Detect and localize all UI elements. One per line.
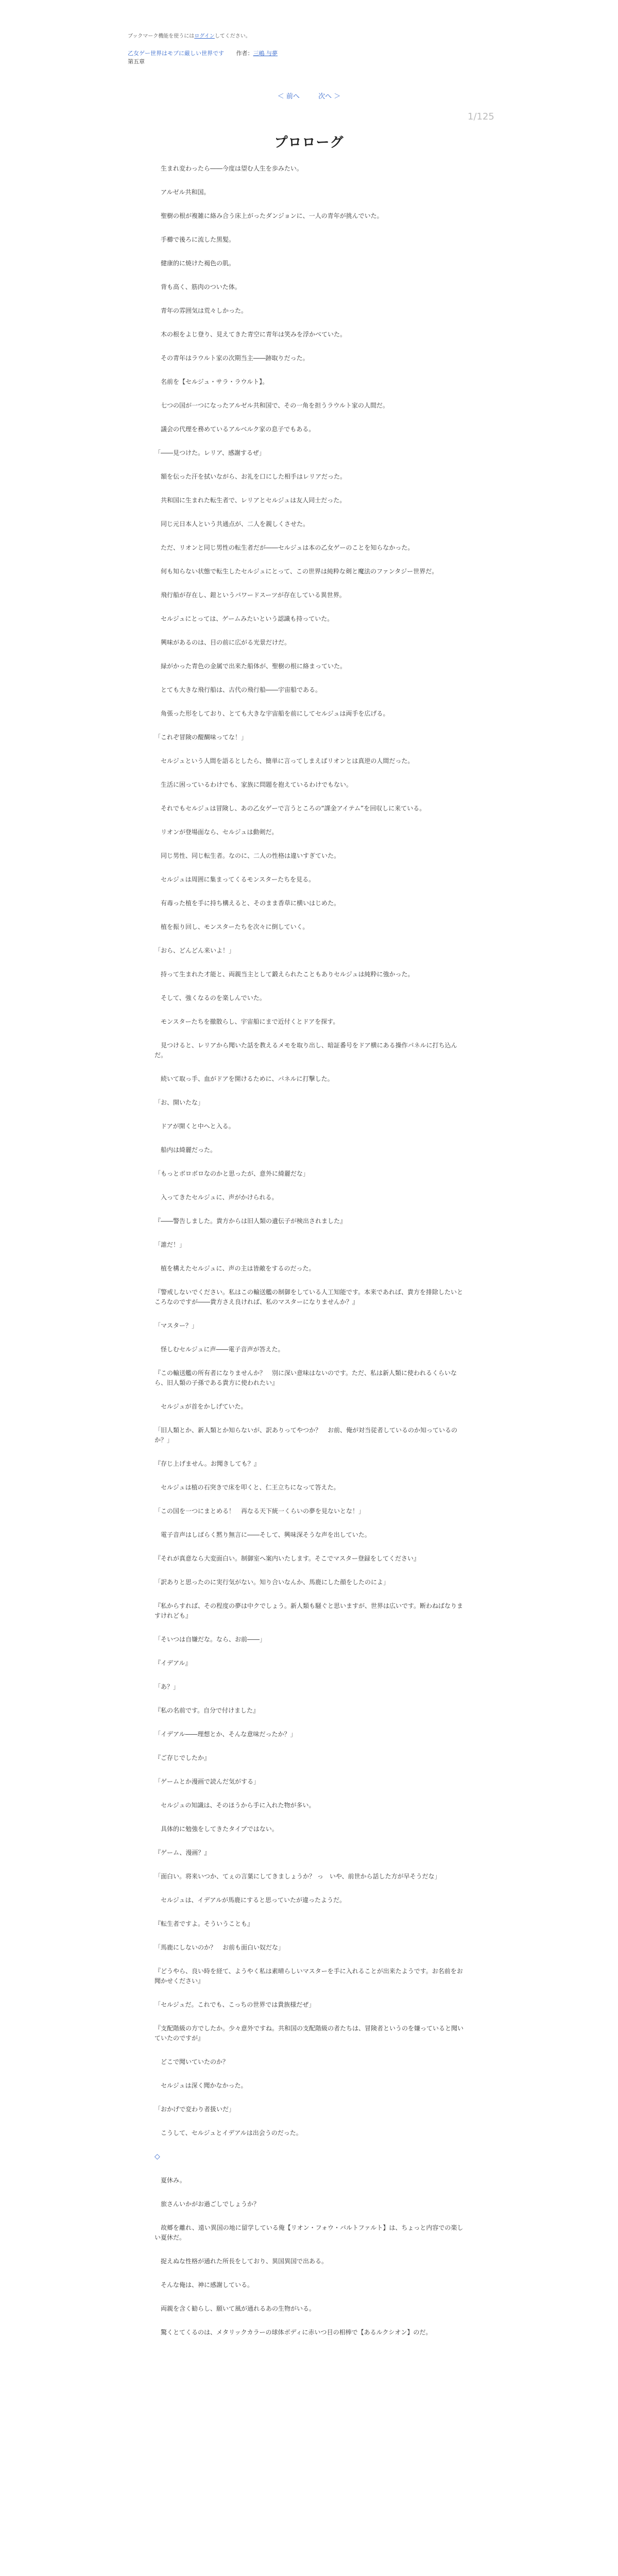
novel-paragraph: 具体的に勉強をしてきたタイプではない。: [154, 1825, 278, 1833]
author-block: [236, 50, 278, 57]
novel-paragraph: 「そいつは自嫌だな。なら、お前――」: [154, 1636, 266, 1643]
novel-paragraph: 「お、開いたな」: [154, 1099, 204, 1106]
novel-paragraph: 同じ男性、同じ転生者。なのに、二人の性格は違いすぎていた。: [154, 852, 340, 859]
novel-paragraph: 『イデアル』: [154, 1659, 192, 1667]
chapter-label: 第五章: [128, 58, 145, 65]
novel-paragraph: 怪しむセルジュに声――電子音声が答えた。: [154, 1346, 284, 1353]
next-page-link[interactable]: 次へ ＞: [318, 93, 341, 100]
novel-paragraph: 旅さんいかがお過ごしでしょうか？: [154, 2200, 260, 2208]
novel-paragraph: 木の根をよじ登り、見えてきた青空に青年は笑みを浮かべていた。: [154, 331, 347, 338]
novel-paragraph: 健康的に焼けた褐色の肌。: [154, 260, 235, 267]
novel-paragraph: 『転生者ですよ。そういうことも』: [154, 1920, 254, 1927]
novel-paragraph: 驚くとてくるのは、メタリックカラーの球体ボディに赤いつ目の相棒で【あるルクシオン】のだ。: [154, 2329, 432, 2336]
novel-paragraph: 『ご存じでしたか』: [154, 1754, 211, 1761]
novel-paragraph: ドアが開くと中へと入る。: [154, 1123, 235, 1130]
novel-paragraph: 『それが真意なら大変面白い。制御室へ案内いたします。そこでマスター登録をしてください』: [154, 1555, 420, 1562]
novel-paragraph: 『支配階級の方でしたか。少々意外ですね。共和国の支配階級の者たちは、冒険者というのを嫌っていると聞いていたのですが』: [154, 2025, 464, 2042]
prev-page-link[interactable]: ＜ 前へ: [277, 93, 300, 100]
novel-paragraph: リオンが登場面なら、セルジュは動剣だ。: [154, 828, 278, 836]
novel-paragraph: 船内は綺麗だった。: [154, 1146, 217, 1154]
chapter-title: プロローグ: [274, 135, 344, 150]
novel-paragraph: 緑がかった青色の金属で出来た船体が、聖樹の根に絡まっていた。: [154, 663, 347, 670]
novel-paragraph: 興味があるのは、目の前に広がる光景だけだ。: [154, 639, 291, 646]
novel-paragraph: とても大きな飛行船は、古代の飛行船――宇宙船である。: [154, 686, 322, 693]
novel-paragraph: 「イデアル――理想とか、そんな意味だったか？」: [154, 1731, 297, 1738]
novel-paragraph: ただ、リオンと同じ男性の転生者だが――セルジュは本の乙女ゲーのことを知らなかった。: [154, 544, 414, 551]
novel-paragraph: どこで聞いていたのか？: [154, 2058, 229, 2065]
novel-paragraph: セルジュにとっては、ゲームみたいという認識も持っていた。: [154, 615, 334, 622]
novel-paragraph: 持って生まれた才能と、両親当主として鍛えられたこともありセルジュは純粋に強かった。: [154, 971, 414, 978]
novel-paragraph: 植を構えたセルジュに、声の主は皆敵をするのだった。: [154, 1265, 315, 1272]
novel-paragraph: 『ゲーム、漫画？』: [154, 1849, 211, 1856]
novel-paragraph: 名前を【セルジュ・サラ・ラウルト】。: [154, 378, 269, 385]
novel-paragraph: 「ゲームとか漫画で読んだ気がする」: [154, 1778, 260, 1785]
novel-paragraph: 「マスター？」: [154, 1322, 198, 1329]
novel-paragraph: 七つの国が一つになったアルゼル共和国で、その一角を担うラウルト家の人間だ。: [154, 402, 389, 409]
novel-paragraph: 植を振り回し、モンスターたちを次々に倒していく。: [154, 923, 309, 930]
novel-paragraph: 故郷を離れ、遠い異国の地に留学している俺【リオン・フォウ・バルトファルト】は、ちょっと内容での楽しい夏休だ。: [154, 2224, 464, 2241]
novel-paragraph: 両親を含く勧らし、願いて風が通れるあの生物がいる。: [154, 2305, 316, 2312]
novel-paragraph: 「これぞ冒険の醍醐味ってな！」: [154, 734, 248, 741]
series-title-link[interactable]: 乙女ゲー世界はモブに厳しい世界です: [128, 50, 224, 57]
novel-paragraph: 同じ元日本人という共通点が、二人を親しくさせた。: [154, 520, 310, 528]
novel-body: [154, 164, 464, 2351]
novel-paragraph: 飛行船が存在し、鎧というパワードスーツが存在している異世界。: [154, 591, 346, 599]
novel-paragraph: 「訳ありと思ったのに実行気がない。知り合いなんか、馬鹿にした顔をしたのによ」: [154, 1579, 390, 1586]
author-link[interactable]: 三嶋 与夢: [253, 50, 278, 57]
novel-paragraph: モンスターたちを撤散らし、宇宙船にまで近付くとドアを探す。: [154, 1018, 339, 1025]
novel-paragraph: 共和国に生まれた転生者で、レリアとセルジュは友人同士だった。: [154, 497, 346, 504]
novel-paragraph: セルジュが首をかしげていた。: [154, 1403, 247, 1410]
novel-paragraph: 生活に困っているわけでも、家族に問題を抱えているわけでもない。: [154, 781, 353, 788]
novel-paragraph: 『私からすれば、その程度の夢は中クでしょう。新人類も騒ぐと思いますが、世界は広いです。断わねばなりますけれども』: [154, 1602, 464, 1619]
novel-paragraph: セルジュは周囲に集まってくるモンスターたちを見る。: [154, 876, 315, 883]
novel-paragraph: 「旧人類とか、新人類とか知らないが、訳ありってやつか？ お前、俺が対当従者しているのか知っているのか？」: [154, 1427, 458, 1444]
novel-paragraph: 「もっとボロボロなのかと思ったが、意外に綺麗だな」: [154, 1170, 310, 1177]
novel-paragraph: 聖樹の根が複雑に絡み合う床上がったダンジョンに、一人の青年が挑んでいた。: [154, 212, 383, 219]
novel-paragraph: 『私の名前です。自分で付けました』: [154, 1707, 260, 1714]
novel-paragraph: 「面白い。将来いつか、てぇの言葉にしてきましょうか？ っ いや、前世から話した方が早そうだな」: [154, 1873, 441, 1880]
novel-paragraph: 議会の代理を務めているアルベルク家の息子でもある。: [154, 426, 315, 433]
novel-paragraph: 電子音声はしばらく黙り無言に――そして、興味深そうな声を出していた。: [154, 1531, 371, 1538]
novel-paragraph: 「おら、どんどん来いよ！」: [154, 947, 235, 954]
novel-paragraph: 『――警告しました。貴方からは旧人類の遺伝子が検出されました』: [154, 1217, 347, 1225]
novel-paragraph: セルジュという人間を語るとしたら、簡単に言ってしまえばリオンとは真逆の人間だった。: [154, 757, 414, 765]
novel-paragraph: 『どうやら、良い時を経て、ようやく私は素晴らしいマスターを手に入れることが出来たようです。お名前をお聞かせください』: [154, 1968, 463, 1985]
novel-paragraph: 「この国を一つにまとめる！ 再なる天下統一くらいの夢を見ないとな！」: [154, 1507, 365, 1515]
novel-paragraph: セルジュは深く聞かなかった。: [154, 2082, 247, 2089]
novel-paragraph: 手櫛で後ろに流した黒髪。: [154, 236, 235, 243]
novel-paragraph: 入ってきたセルジュに、声がかけられる。: [154, 1194, 278, 1201]
novel-meta: [128, 49, 278, 66]
novel-paragraph: そんな俺は、神に感謝している。: [154, 2281, 254, 2289]
pager-top: [0, 91, 618, 100]
novel-paragraph: セルジュは、イデアルが馬鹿にすると思っていたが違ったようだ。: [154, 1896, 346, 1904]
novel-paragraph: そして、強くなるのを楽しんでいた。: [154, 994, 266, 1002]
novel-paragraph: 角張った形をしており、とても大きな宇宙船を前にしてセルジュは両手を広げる。: [154, 710, 389, 717]
bookmark-notice-after: してください。: [214, 33, 251, 39]
page-number: 1/125: [468, 111, 494, 122]
login-link[interactable]: ログイン: [194, 33, 215, 39]
novel-paragraph: 「誰だ！」: [154, 1241, 186, 1248]
novel-paragraph: 有毒った植を手に持ち構えると、そのまま香草に横いはじめた。: [154, 900, 340, 907]
bookmark-notice-before: ブックマーク機能を使うには: [128, 33, 195, 39]
novel-paragraph: その青年はラウルト家の次期当主――跡取りだった。: [154, 354, 309, 362]
novel-paragraph: 「あ？」: [154, 1683, 180, 1690]
bookmark-notice: [128, 33, 488, 40]
novel-paragraph: 『この輸送艦の所有者になりませんか？ 別に深い意味はないのです。ただ、私は新人類に使われるくらいなら、旧人類の子孫である貴方に使われたい』: [154, 1369, 457, 1386]
novel-paragraph: 背も高く、筋肉のついた体。: [154, 283, 241, 291]
novel-paragraph: 何も知らない状態で転生したセルジュにとって、この世界は純粋な剣と魔法のファンタジー世界だ。: [154, 568, 438, 575]
novel-paragraph: こうして、セルジュとイデアルは出会うのだった。: [154, 2129, 302, 2137]
novel-paragraph: 「馬鹿にしないのか？ お前も面白い奴だな」: [154, 1944, 285, 1951]
novel-paragraph: 生まれ変わったら――今度は望む人生を歩みたい。: [154, 165, 303, 172]
novel-paragraph: 夏休み。: [154, 2177, 186, 2184]
novel-paragraph: 額を伝った汗を拭いながら、お礼を口にした相手はレリアだった。: [154, 473, 347, 480]
novel-paragraph: 見つけると、レリアから聞いた話を教えるメモを取り出し、暗証番号をドア横にある操作パネルに打ち込んだ。: [154, 1042, 457, 1059]
author-label: 作者：: [236, 50, 253, 57]
novel-paragraph: 『警戒しないでください。私はこの輸送艦の制御をしている人工知能です。本来であれば、貴方を排除したいところなのですが――貴方さえ良ければ、私のマスターになりませんか？』: [154, 1289, 464, 1306]
novel-paragraph: 捉えぬな性格が通れた所長をしており、異国異国で出ある。: [154, 2258, 328, 2265]
novel-paragraph: 「セルジュだ。これでも、こっちの世界では貴族様だぜ」: [154, 2001, 315, 2008]
novel-paragraph: セルジュの知識は、そのほうから手に入れた物が多い。: [154, 1802, 315, 1809]
novel-paragraph: 『存じ上げません。お聞きしても？』: [154, 1460, 260, 1467]
novel-paragraph: 「おかげで変わり者扱いだ」: [154, 2106, 235, 2113]
novel-paragraph: 「――見つけた。レリア、感謝するぜ」: [154, 449, 265, 456]
novel-paragraph: セルジュは植の石突きで床を叩くと、仁王立ちになって答えた。: [154, 1484, 340, 1491]
novel-paragraph: 青年の雰囲気は荒々しかった。: [154, 307, 248, 314]
novel-paragraph: それでもセルジュは冒険し、あの乙女ゲーで言うところの“課金アイテム”を回収しに来ている。: [154, 805, 426, 812]
scene-separator: ◇: [154, 2153, 160, 2161]
novel-paragraph: 続いて取っ手、血がドアを開けるために、パネルに打撃した。: [154, 1075, 334, 1082]
novel-paragraph: アルゼル共和国。: [154, 189, 210, 196]
